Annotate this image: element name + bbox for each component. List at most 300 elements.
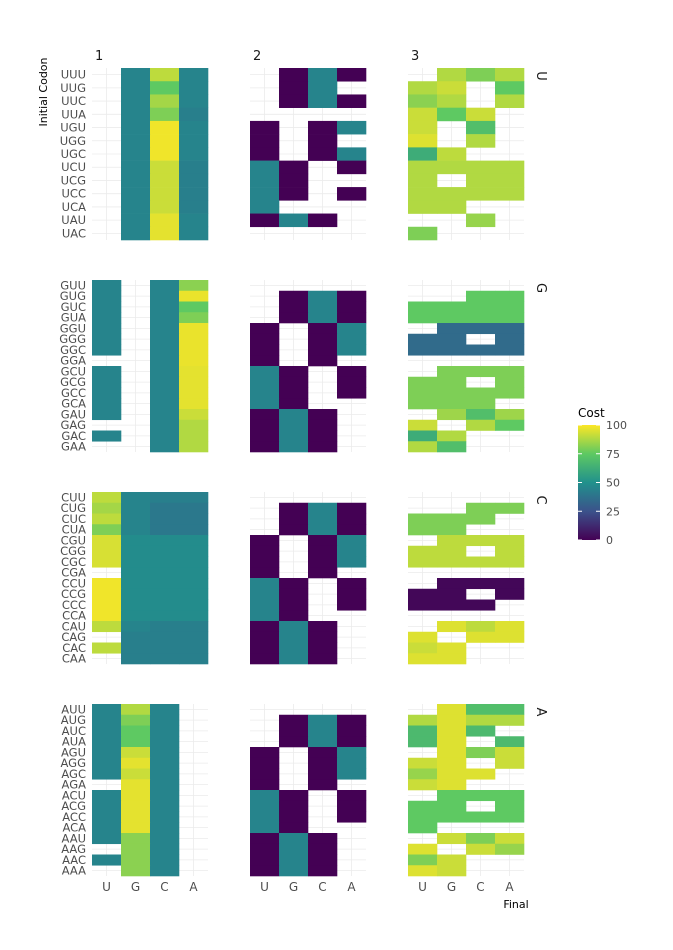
heatmap-cell xyxy=(308,214,337,228)
heatmap-cell xyxy=(179,567,208,578)
heatmap-cell xyxy=(150,388,179,399)
heatmap-cell xyxy=(92,492,121,503)
heatmap-cell xyxy=(308,567,337,578)
heatmap-cell xyxy=(121,600,150,611)
heatmap-cell xyxy=(150,355,179,366)
heatmap-cell xyxy=(437,108,466,122)
heatmap-cell xyxy=(337,726,366,737)
heatmap-cell xyxy=(337,187,366,201)
heatmap-cell xyxy=(337,147,366,161)
heatmap-cell xyxy=(408,377,437,388)
heatmap-cell xyxy=(466,844,495,855)
heatmap-cell xyxy=(408,715,437,726)
codon-tick-label: AGU xyxy=(61,745,86,760)
heatmap-cell xyxy=(408,801,437,812)
heatmap-cell xyxy=(179,81,208,95)
heatmap-cell xyxy=(495,704,524,715)
facet-row-label: C xyxy=(533,495,548,505)
heatmap-cell xyxy=(408,736,437,747)
heatmap-cell xyxy=(337,514,366,525)
heatmap-cell xyxy=(337,291,366,302)
heatmap-cell xyxy=(92,643,121,654)
facet-panel xyxy=(408,280,524,452)
heatmap-cell xyxy=(121,865,150,876)
heatmap-cell xyxy=(121,134,150,148)
heatmap-cell xyxy=(337,600,366,611)
heatmap-cell xyxy=(408,726,437,737)
heatmap-cell xyxy=(121,174,150,188)
heatmap-cell xyxy=(437,578,466,589)
heatmap-cell xyxy=(279,736,308,747)
heatmap-cell xyxy=(408,758,437,769)
facet-row-labels xyxy=(533,71,548,716)
heatmap-cell xyxy=(250,398,279,409)
heatmap-cell xyxy=(495,302,524,313)
heatmap-cell xyxy=(337,366,366,377)
codon-tick-label: UUU xyxy=(60,67,86,82)
heatmap-cell xyxy=(121,653,150,664)
heatmap-cell xyxy=(308,147,337,161)
heatmap-cell xyxy=(437,769,466,780)
heatmap-cell xyxy=(250,779,279,790)
heatmap-cell xyxy=(250,801,279,812)
facet-column-labels xyxy=(95,49,419,64)
heatmap-cell xyxy=(150,769,179,780)
heatmap-cell xyxy=(121,68,150,82)
heatmap-cell xyxy=(495,420,524,431)
heatmap-cell xyxy=(150,514,179,525)
heatmap-cell xyxy=(92,366,121,377)
heatmap-cell xyxy=(279,600,308,611)
heatmap-cell xyxy=(279,68,308,82)
heatmap-cell xyxy=(279,388,308,399)
codon-tick-label: AGC xyxy=(61,766,86,781)
codon-tick-label: CAU xyxy=(61,619,86,634)
heatmap-cell xyxy=(437,366,466,377)
heatmap-cell xyxy=(408,769,437,780)
heatmap-cell xyxy=(437,600,466,611)
codon-tick-label: GUC xyxy=(60,299,86,314)
codon-tick-label: GUG xyxy=(59,289,86,304)
heatmap-cell xyxy=(121,726,150,737)
heatmap-cell xyxy=(437,334,466,345)
heatmap-cell xyxy=(250,323,279,334)
heatmap-cell xyxy=(92,855,121,866)
legend-title: Cost xyxy=(578,406,605,420)
heatmap-cell xyxy=(121,632,150,643)
heatmap-cell xyxy=(279,715,308,726)
heatmap-cell xyxy=(150,758,179,769)
codon-tick-label: UAU xyxy=(61,213,86,228)
heatmap-cell xyxy=(437,779,466,790)
heatmap-cell xyxy=(179,121,208,135)
heatmap-cell xyxy=(408,557,437,568)
heatmap-panels xyxy=(59,68,524,878)
heatmap-cell xyxy=(279,291,308,302)
heatmap-cell xyxy=(495,81,524,95)
heatmap-cell xyxy=(150,174,179,188)
heatmap-cell xyxy=(437,643,466,654)
heatmap-cell xyxy=(437,441,466,452)
codon-tick-label: CCU xyxy=(61,576,86,591)
heatmap-cell xyxy=(121,121,150,135)
heatmap-cell xyxy=(337,747,366,758)
heatmap-cell xyxy=(179,161,208,175)
legend-tick-label: 75 xyxy=(606,447,620,461)
heatmap-cell xyxy=(408,441,437,452)
heatmap-cell xyxy=(308,420,337,431)
heatmap-cell xyxy=(92,334,121,345)
heatmap-cell xyxy=(150,779,179,790)
x-tick-label: G xyxy=(288,880,299,894)
heatmap-cell xyxy=(121,812,150,823)
codon-tick-label: GCA xyxy=(61,396,86,411)
heatmap-cell xyxy=(495,161,524,175)
heatmap-cell xyxy=(250,431,279,442)
heatmap-cell xyxy=(150,147,179,161)
heatmap-cell xyxy=(250,345,279,356)
facet-panel xyxy=(92,280,208,452)
x-axis-tick-labels xyxy=(102,880,514,894)
heatmap-cell xyxy=(250,621,279,632)
heatmap-cell xyxy=(437,377,466,388)
heatmap-cell xyxy=(150,844,179,855)
codon-tick-label: CUA xyxy=(61,522,86,537)
heatmap-cell xyxy=(121,643,150,654)
heatmap-cell xyxy=(408,187,437,201)
heatmap-cell xyxy=(308,726,337,737)
heatmap-cell xyxy=(121,833,150,844)
heatmap-cell xyxy=(408,81,437,95)
heatmap-cell xyxy=(150,441,179,452)
heatmap-cell xyxy=(121,200,150,214)
heatmap-cell xyxy=(179,600,208,611)
heatmap-cell xyxy=(337,302,366,313)
codon-tick-label: UAC xyxy=(61,226,86,241)
heatmap-cell xyxy=(408,855,437,866)
codon-tick-label: UGC xyxy=(60,147,86,161)
heatmap-cell xyxy=(121,747,150,758)
heatmap-cell xyxy=(121,758,150,769)
heatmap-cell xyxy=(408,388,437,399)
heatmap-cell xyxy=(179,108,208,122)
codon-tick-label: AGA xyxy=(61,777,86,792)
heatmap-cell xyxy=(250,377,279,388)
heatmap-cell xyxy=(92,345,121,356)
heatmap-cell xyxy=(121,81,150,95)
heatmap-cell xyxy=(250,134,279,148)
heatmap-cell xyxy=(466,747,495,758)
heatmap-cell xyxy=(250,822,279,833)
codon-tick-label: GAG xyxy=(60,418,86,433)
heatmap-cell xyxy=(495,632,524,643)
heatmap-cell xyxy=(279,431,308,442)
heatmap-cell xyxy=(308,355,337,366)
heatmap-cell xyxy=(308,94,337,108)
codon-tick-label: UGU xyxy=(60,120,86,135)
heatmap-cell xyxy=(179,187,208,201)
heatmap-cell xyxy=(150,420,179,431)
heatmap-cell xyxy=(179,227,208,241)
heatmap-cell xyxy=(150,134,179,148)
heatmap-cell xyxy=(92,302,121,313)
heatmap-cell xyxy=(179,280,208,291)
heatmap-cell xyxy=(495,747,524,758)
heatmap-cell xyxy=(121,227,150,241)
heatmap-cell xyxy=(408,345,437,356)
heatmap-cell xyxy=(337,345,366,356)
heatmap-cell xyxy=(279,621,308,632)
heatmap-cell xyxy=(92,312,121,323)
heatmap-cell xyxy=(437,323,466,334)
heatmap-cell xyxy=(279,441,308,452)
heatmap-cell xyxy=(279,174,308,188)
heatmap-cell xyxy=(466,366,495,377)
heatmap-cell xyxy=(466,769,495,780)
x-tick-label: G xyxy=(446,880,457,894)
heatmap-cell xyxy=(250,758,279,769)
heatmap-cell xyxy=(495,801,524,812)
heatmap-cell xyxy=(308,865,337,876)
heatmap-cell xyxy=(495,578,524,589)
codon-tick-label: GAC xyxy=(61,428,86,443)
heatmap-cell xyxy=(250,589,279,600)
codon-tick-label: CCC xyxy=(61,597,86,612)
heatmap-cell xyxy=(150,822,179,833)
heatmap-cell xyxy=(150,600,179,611)
heatmap-cell xyxy=(150,398,179,409)
heatmap-cell xyxy=(92,431,121,442)
heatmap-cell xyxy=(408,227,437,241)
heatmap-cell xyxy=(437,557,466,568)
heatmap-cell xyxy=(408,643,437,654)
heatmap-cell xyxy=(121,535,150,546)
heatmap-cell xyxy=(437,524,466,535)
heatmap-cell xyxy=(408,94,437,108)
legend-tick-label: 25 xyxy=(606,505,620,519)
heatmap-cell xyxy=(337,546,366,557)
heatmap-cell xyxy=(279,420,308,431)
x-tick-label: C xyxy=(476,880,485,894)
heatmap-cell xyxy=(466,578,495,589)
codon-tick-label: AAC xyxy=(62,852,86,867)
heatmap-cell xyxy=(495,790,524,801)
heatmap-cell xyxy=(437,758,466,769)
heatmap-cell xyxy=(437,812,466,823)
heatmap-cell xyxy=(150,312,179,323)
heatmap-cell xyxy=(250,653,279,664)
heatmap-cell xyxy=(337,94,366,108)
heatmap-cell xyxy=(250,174,279,188)
heatmap-cell xyxy=(279,302,308,313)
heatmap-cell xyxy=(408,546,437,557)
heatmap-cell xyxy=(121,546,150,557)
heatmap-cell xyxy=(466,557,495,568)
heatmap-cell xyxy=(179,557,208,568)
codon-tick-label: CGG xyxy=(60,544,86,559)
heatmap-cell xyxy=(495,557,524,568)
heatmap-cell xyxy=(437,865,466,876)
heatmap-cell xyxy=(279,844,308,855)
heatmap-cell xyxy=(279,81,308,95)
heatmap-cell xyxy=(279,726,308,737)
heatmap-cell xyxy=(92,822,121,833)
codon-tick-label: CUU xyxy=(61,490,86,505)
heatmap-cell xyxy=(179,409,208,420)
heatmap-cell xyxy=(150,632,179,643)
heatmap-cell xyxy=(337,769,366,780)
heatmap-cell xyxy=(121,621,150,632)
heatmap-cell xyxy=(495,621,524,632)
heatmap-cell xyxy=(466,600,495,611)
heatmap-cell xyxy=(92,398,121,409)
heatmap-cell xyxy=(495,535,524,546)
heatmap-cell xyxy=(150,291,179,302)
heatmap-cell xyxy=(150,280,179,291)
heatmap-cell xyxy=(337,715,366,726)
heatmap-cell xyxy=(466,312,495,323)
heatmap-cell xyxy=(466,812,495,823)
heatmap-cell xyxy=(250,769,279,780)
heatmap-cell xyxy=(308,291,337,302)
heatmap-cell xyxy=(179,546,208,557)
heatmap-cell xyxy=(308,345,337,356)
heatmap-cell xyxy=(150,409,179,420)
heatmap-cell xyxy=(495,291,524,302)
heatmap-cell xyxy=(121,769,150,780)
x-tick-label: A xyxy=(189,880,198,894)
heatmap-cell xyxy=(121,147,150,161)
heatmap-cell xyxy=(337,790,366,801)
codon-tick-label: ACG xyxy=(61,799,86,814)
heatmap-cell xyxy=(308,524,337,535)
heatmap-cell xyxy=(437,747,466,758)
heatmap-cell xyxy=(250,578,279,589)
heatmap-cell xyxy=(150,812,179,823)
heatmap-cell xyxy=(121,567,150,578)
heatmap-cell xyxy=(408,812,437,823)
codon-tick-label: AUU xyxy=(61,702,86,717)
heatmap-cell xyxy=(150,790,179,801)
codon-tick-label: AAU xyxy=(61,831,86,846)
heatmap-cell xyxy=(250,855,279,866)
heatmap-cell xyxy=(437,790,466,801)
heatmap-cell xyxy=(495,589,524,600)
heatmap-cell xyxy=(308,409,337,420)
heatmap-cell xyxy=(121,187,150,201)
heatmap-cell xyxy=(150,121,179,135)
heatmap-cell xyxy=(150,557,179,568)
heatmap-cell xyxy=(92,535,121,546)
heatmap-cell xyxy=(308,715,337,726)
codon-tick-label: GGU xyxy=(59,321,86,336)
heatmap-cell xyxy=(250,833,279,844)
heatmap-cell xyxy=(179,503,208,514)
heatmap-cell xyxy=(250,409,279,420)
heatmap-cell xyxy=(279,855,308,866)
heatmap-cell xyxy=(150,334,179,345)
codon-tick-label: CAA xyxy=(61,651,86,666)
facet-column-label: 3 xyxy=(411,49,420,64)
heatmap-cell xyxy=(179,610,208,621)
heatmap-cell xyxy=(121,589,150,600)
heatmap-cell xyxy=(92,589,121,600)
codon-tick-label: AGG xyxy=(60,756,86,771)
heatmap-cell xyxy=(279,632,308,643)
heatmap-cell xyxy=(250,567,279,578)
heatmap-cell xyxy=(179,524,208,535)
heatmap-cell xyxy=(121,790,150,801)
heatmap-cell xyxy=(437,546,466,557)
heatmap-cell xyxy=(121,214,150,228)
heatmap-cell xyxy=(250,790,279,801)
heatmap-cell xyxy=(437,855,466,866)
heatmap-cell xyxy=(250,600,279,611)
heatmap-cell xyxy=(250,121,279,135)
heatmap-cell xyxy=(92,726,121,737)
codon-tick-label: GUA xyxy=(60,310,86,325)
heatmap-cell xyxy=(466,388,495,399)
heatmap-cell xyxy=(308,312,337,323)
heatmap-cell xyxy=(337,323,366,334)
heatmap-cell xyxy=(121,704,150,715)
heatmap-cell xyxy=(250,546,279,557)
heatmap-cell xyxy=(279,578,308,589)
heatmap-cell xyxy=(121,715,150,726)
heatmap-cell xyxy=(495,334,524,345)
heatmap-cell xyxy=(250,632,279,643)
heatmap-cell xyxy=(150,589,179,600)
heatmap-cell xyxy=(337,503,366,514)
heatmap-cell xyxy=(466,514,495,525)
heatmap-cell xyxy=(250,865,279,876)
heatmap-cell xyxy=(308,441,337,452)
heatmap-cell xyxy=(150,578,179,589)
heatmap-cell xyxy=(150,715,179,726)
heatmap-cell xyxy=(466,715,495,726)
heatmap-cell xyxy=(150,492,179,503)
heatmap-cell xyxy=(279,514,308,525)
heatmap-cell xyxy=(250,214,279,228)
codon-tick-label: ACU xyxy=(61,788,86,803)
heatmap-cell xyxy=(179,632,208,643)
heatmap-cell xyxy=(150,161,179,175)
codon-tick-label: CUG xyxy=(60,501,86,516)
x-tick-label: U xyxy=(102,880,111,894)
codon-tick-label: CAG xyxy=(61,630,86,645)
heatmap-cell xyxy=(308,632,337,643)
legend-tick-label: 50 xyxy=(606,476,620,490)
codon-tick-label: CCG xyxy=(61,587,86,602)
codon-tick-label: GCU xyxy=(60,364,86,379)
heatmap-cell xyxy=(408,108,437,122)
heatmap-cell xyxy=(337,535,366,546)
heatmap-cell xyxy=(250,643,279,654)
heatmap-cell xyxy=(279,161,308,175)
heatmap-cell xyxy=(279,610,308,621)
codon-tick-label: UUA xyxy=(61,107,86,122)
codon-tick-label: GAA xyxy=(61,439,86,454)
heatmap-cell xyxy=(408,121,437,135)
heatmap-cell xyxy=(250,366,279,377)
heatmap-cell xyxy=(92,503,121,514)
heatmap-cell xyxy=(179,578,208,589)
heatmap-cell xyxy=(437,68,466,82)
codon-tick-label: UUG xyxy=(60,80,86,95)
heatmap-cell xyxy=(437,388,466,399)
heatmap-cell xyxy=(466,108,495,122)
heatmap-cell xyxy=(466,621,495,632)
